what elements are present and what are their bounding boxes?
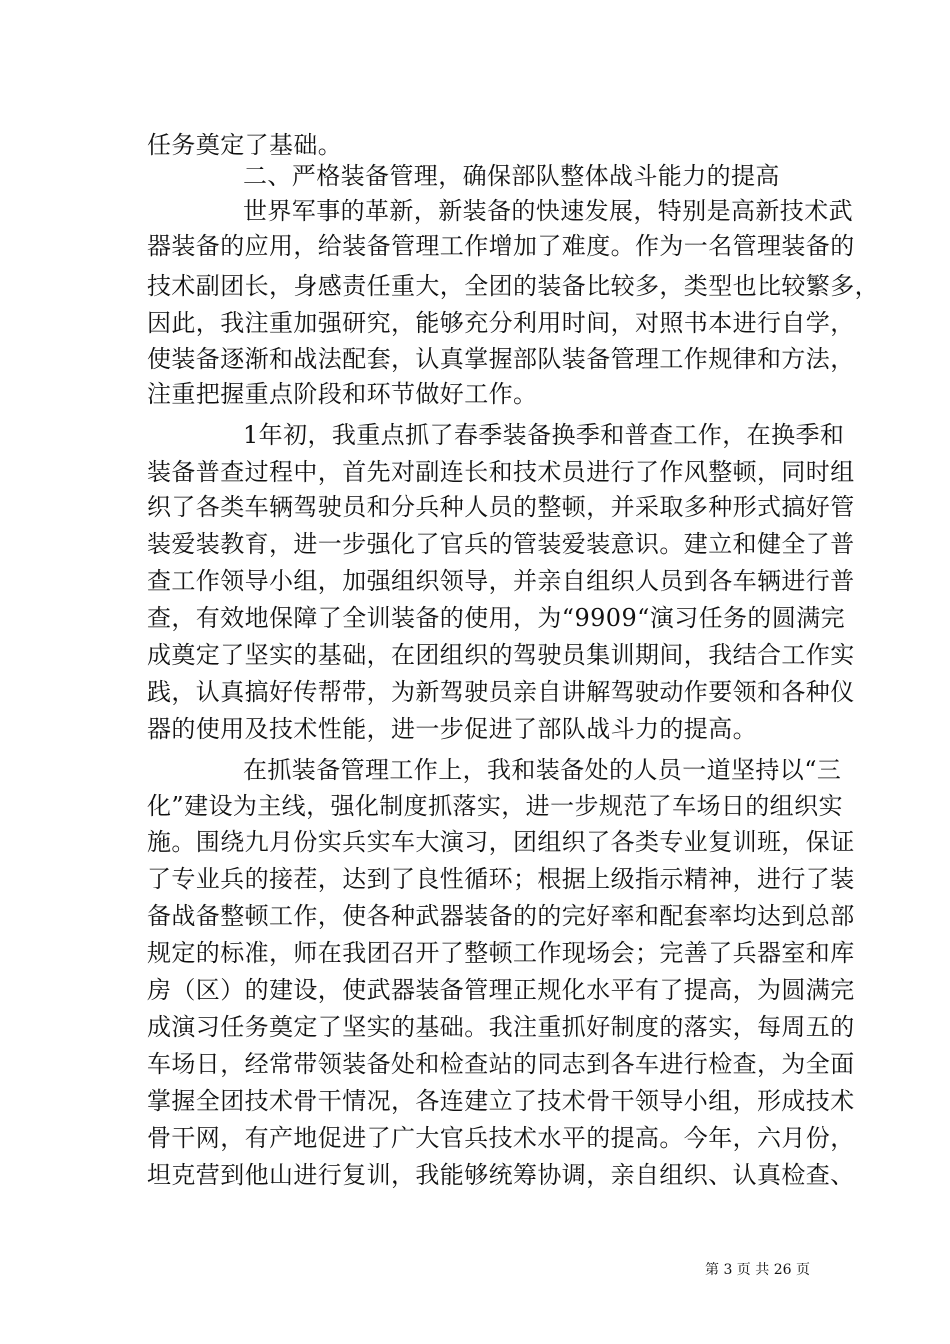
- text-line-11: 织了各类车辆驾驶员和分兵种人员的整顿，并采取多种形式搞好管: [147, 493, 855, 521]
- text-line-7: 使装备逐渐和战法配套，认真掌握部队装备管理工作规律和方法，: [147, 345, 855, 373]
- text-line-26: 车场日，经常带领装备处和检查站的同志到各车进行检查，为全面: [147, 1050, 855, 1078]
- text-line-16: 践，认真搞好传帮带，为新驾驶员亲自讲解驾驶动作要领和各种仪: [147, 678, 855, 706]
- text-line-9: 1年初，我重点抓了春季装备换季和普查工作，在换季和: [243, 421, 845, 449]
- text-line-24: 房（区）的建设，使武器装备管理正规化水平有了提高，为圆满完: [147, 976, 855, 1004]
- text-line-25: 成演习任务奠定了坚实的基础。我注重抓好制度的落实，每周五的: [147, 1013, 855, 1041]
- text-line-3: 世界军事的革新，新装备的快速发展，特别是高新技术武: [243, 197, 853, 225]
- text-line-18: 在抓装备管理工作上，我和装备处的人员一道坚持以“三: [243, 756, 842, 784]
- text-line-14: 查，有效地保障了全训装备的使用，为“9909“演习任务的圆满完: [147, 604, 846, 632]
- text-line-22: 备战备整顿工作，使各种武器装备的的完好率和配套率均达到总部: [147, 902, 855, 930]
- text-line-8: 注重把握重点阶段和环节做好工作。: [147, 380, 538, 408]
- text-line-4: 器装备的应用，给装备管理工作增加了难度。作为一名管理装备的: [147, 232, 855, 260]
- text-line-15: 成奠定了坚实的基础，在团组织的驾驶员集训期间，我结合工作实: [147, 641, 855, 669]
- text-line-1: 任务奠定了基础。: [147, 131, 343, 159]
- text-line-19: 化”建设为主线，强化制度抓落实，进一步规范了车场日的组织实: [147, 792, 843, 820]
- page-number-footer: 第 3 页 共 26 页: [705, 1262, 810, 1278]
- text-line-6: 因此，我注重加强研究，能够充分利用时间，对照书本进行自学，: [147, 309, 855, 337]
- text-line-27: 掌握全团技术骨干情况，各连建立了技术骨干领导小组，形成技术: [147, 1087, 855, 1115]
- text-line-5: 技术副团长，身感责任重大，全团的装备比较多，类型也比较繁多，: [147, 272, 879, 300]
- text-line-13: 查工作领导小组，加强组织领导，并亲自组织人员到各车辆进行普: [147, 567, 855, 595]
- text-line-29: 坦克营到他山进行复训，我能够统筹协调，亲自组织、认真检查、: [147, 1161, 855, 1189]
- text-line-20: 施。围绕九月份实兵实车大演习，团组织了各类专业复训班，保证: [147, 828, 855, 856]
- text-line-17: 器的使用及技术性能，进一步促进了部队战斗力的提高。: [147, 715, 757, 743]
- text-line-23: 规定的标准，师在我团召开了整顿工作现场会；完善了兵器室和库: [147, 939, 855, 967]
- text-line-21: 了专业兵的接茬，达到了良性循环；根据上级指示精神，进行了装: [147, 865, 855, 893]
- text-line-28: 骨干网，有产地促进了广大官兵技术水平的提高。今年，六月份，: [147, 1124, 855, 1152]
- text-line-10: 装备普查过程中，首先对副连长和技术员进行了作风整顿，同时组: [147, 458, 855, 486]
- text-line-12: 装爱装教育，进一步强化了官兵的管装爱装意识。建立和健全了普: [147, 530, 855, 558]
- section-heading: 二、严格装备管理，确保部队整体战斗能力的提高: [243, 162, 780, 190]
